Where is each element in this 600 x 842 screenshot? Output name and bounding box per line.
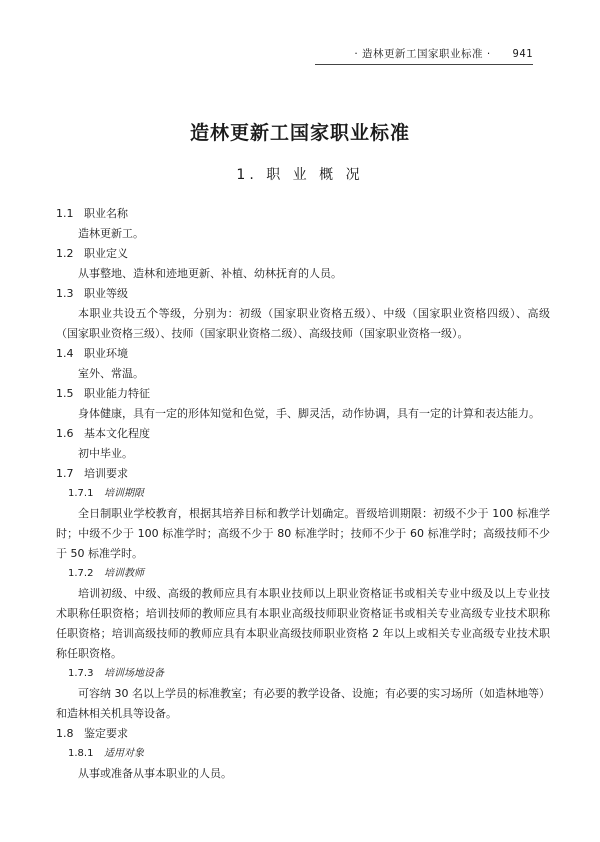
section-heading: 1.2 职业定义	[56, 247, 128, 260]
subsection-body: 可容纳 30 名以上学员的标准教室；有必要的教学设备、设施；有必要的实习场所（如造林地等）和造林相关机具等设备。	[56, 687, 550, 720]
document-body	[56, 204, 550, 784]
subsection-body: 培训初级、中级、高级的教师应具有本职业技师以上职业资格证书或相关专业中级及以上专业技术职称任职资格；培训技师的教师应具有本职业高级技师职业资格证书或相关专业高级专业技术职称任职资格；培训高级技师的教师应具有本职业高级技师职业资格 2 年以上或相关专业高级专业技术职称任职资格。	[56, 587, 550, 660]
subsection-heading: 1.8.1 适用对象	[68, 748, 144, 759]
document-title: 造林更新工国家职业标准	[189, 122, 410, 144]
subsection-heading: 1.7.1 培训期限	[68, 488, 144, 499]
section-heading: 1.8 鉴定要求	[56, 727, 128, 740]
section-heading: 1.1 职业名称	[56, 207, 128, 220]
running-title: · 造林更新工国家职业标准 ·	[354, 48, 491, 60]
subsection-body: 全日制职业学校教育，根据其培养目标和教学计划确定。晋级培训期限：初级不少于 100 标准学时；中级不少于 100 标准学时；高级不少于 80 标准学时；技师不少于 60 标准学时；高级技师不少于 50 标准学时。	[56, 507, 550, 560]
running-header	[315, 46, 533, 65]
section-heading: 1.3 职业等级	[56, 287, 128, 300]
section-heading: 1.7 培训要求	[56, 467, 128, 480]
subsection-heading: 1.7.3 培训场地设备	[68, 668, 164, 679]
section-body: 身体健康，具有一定的形体知觉和色觉，手、脚灵活，动作协调，具有一定的计算和表达能力。	[78, 407, 540, 420]
chapter-heading: 1. 职 业 概 况	[236, 167, 364, 183]
subsection-heading: 1.7.2 培训教师	[68, 568, 144, 579]
subsection-body: 从事或准备从事本职业的人员。	[78, 767, 232, 780]
page-number: 941	[512, 48, 533, 60]
section-body: 室外、常温。	[78, 367, 144, 380]
section-heading: 1.5 职业能力特征	[56, 387, 150, 400]
section-body: 初中毕业。	[78, 447, 133, 460]
section-body: 造林更新工。	[78, 227, 144, 240]
section-body: 从事整地、造林和迹地更新、补植、幼林抚育的人员。	[78, 267, 342, 280]
section-body: 本职业共设五个等级，分别为：初级（国家职业资格五级）、中级（国家职业资格四级）、高级（国家职业资格三级）、技师（国家职业资格二级）、高级技师（国家职业资格一级）。	[56, 307, 550, 340]
section-heading: 1.6 基本文化程度	[56, 427, 150, 440]
section-heading: 1.4 职业环境	[56, 347, 128, 360]
